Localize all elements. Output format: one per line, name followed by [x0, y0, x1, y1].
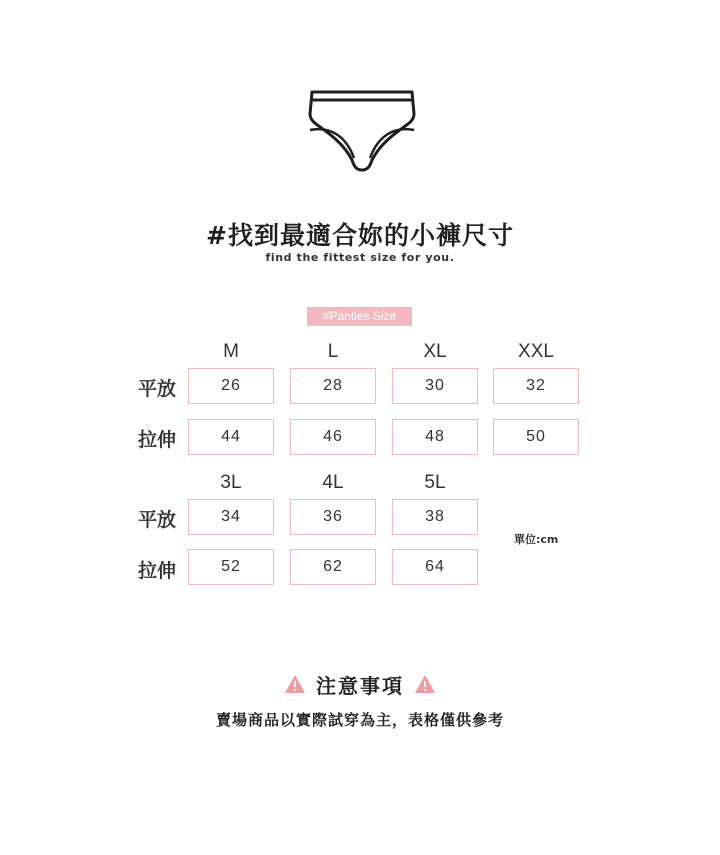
cell-stretch-l: 46 [290, 419, 376, 455]
panties-size-tag: #Panties Size [307, 307, 412, 326]
cell-stretch-3l: 52 [188, 549, 274, 585]
panties-icon [302, 86, 422, 174]
notice-text: 賣場商品以實際試穿為主，表格僅供參考 [215, 711, 504, 729]
page-subtitle: find the fittest size for you. [265, 251, 455, 264]
cell-flat-5l: 38 [392, 499, 478, 535]
unit-label: 單位:cm [514, 533, 559, 546]
cell-stretch-xxl: 50 [493, 419, 579, 455]
size-header-m: M [223, 341, 239, 362]
row-label-flat: 平放 [138, 378, 177, 400]
cell-flat-m: 26 [188, 368, 274, 404]
size-header-5l: 5L [424, 472, 446, 493]
cell-flat-l: 28 [290, 368, 376, 404]
cell-flat-4l: 36 [290, 499, 376, 535]
cell-flat-xxl: 32 [493, 368, 579, 404]
cell-stretch-xl: 48 [392, 419, 478, 455]
cell-stretch-5l: 64 [392, 549, 478, 585]
size-header-3l: 3L [220, 472, 242, 493]
row-label-flat-2: 平放 [138, 509, 177, 531]
page-title: #找到最適合妳的小褲尺寸 [206, 221, 514, 250]
cell-stretch-m: 44 [188, 419, 274, 455]
cell-stretch-4l: 62 [290, 549, 376, 585]
cell-flat-xl: 30 [392, 368, 478, 404]
warning-icon [414, 674, 436, 694]
size-header-l: L [327, 341, 339, 362]
size-header-xxl: XXL [518, 341, 554, 362]
row-label-stretch-2: 拉伸 [138, 560, 177, 582]
notice-heading [0, 669, 720, 699]
notice-title: 注意事項 [316, 673, 404, 698]
size-header-xl: XL [423, 341, 447, 362]
row-label-stretch: 拉伸 [138, 429, 177, 451]
cell-flat-3l: 34 [188, 499, 274, 535]
size-header-4l: 4L [322, 472, 344, 493]
warning-icon [284, 674, 306, 694]
